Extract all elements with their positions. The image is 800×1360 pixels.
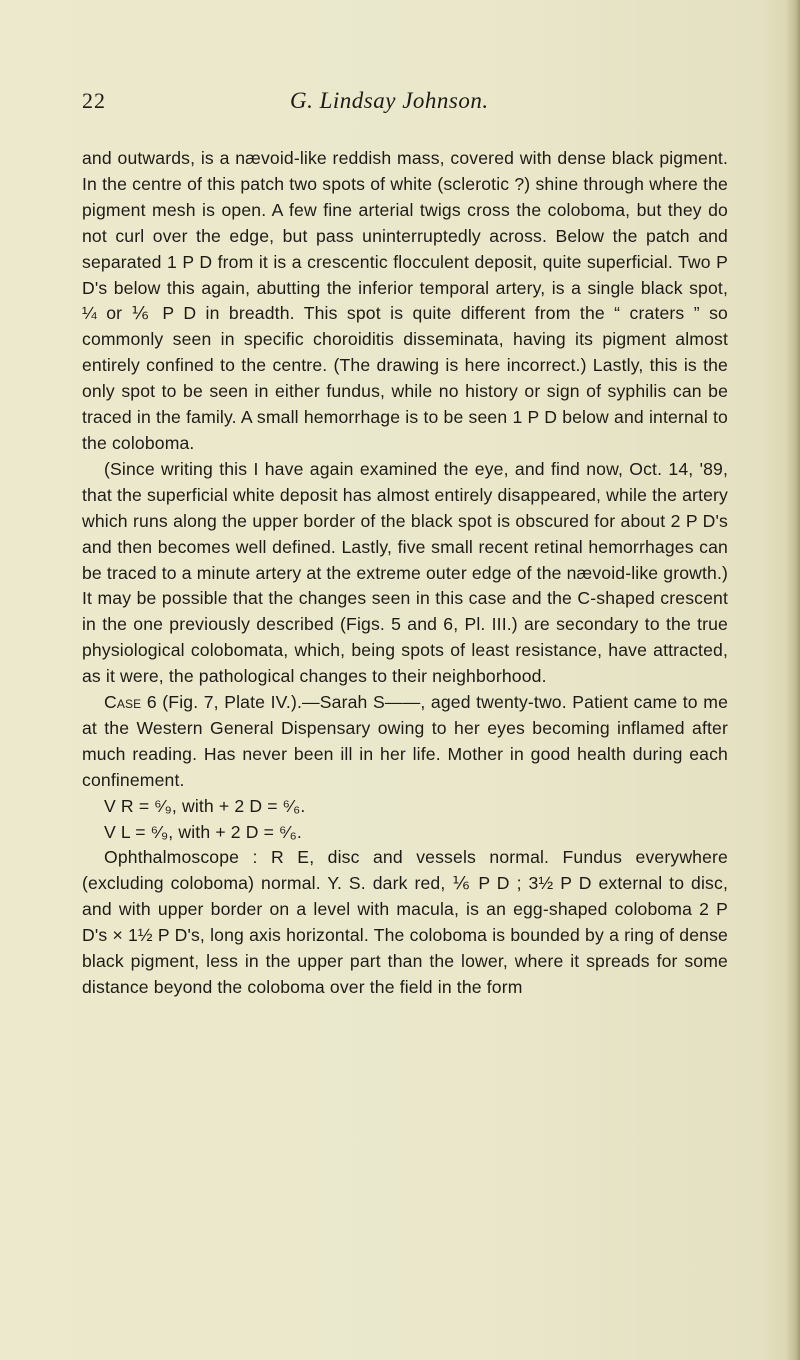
body-text: [82, 146, 728, 1001]
page-header: [82, 88, 722, 122]
vision-right-eye: V R = ⁶⁄₉, with + 2 D = ⁶⁄₆.: [104, 795, 306, 816]
case-6-text: 6 (Fig. 7, Plate IV.).—Sarah S——, aged twenty-two. Patient came to me at the Western General Dispensary owing to her eyes becoming inflamed after much reading. Has never been ill in her life. Mother in good health during each confinement.: [82, 692, 728, 790]
paragraph-1: and outwards, is a nævoid-like reddish mass, covered with dense black pigment. In the centre of this patch two spots of white (sclerotic ?) shine through where the pigment mesh is open. A few fine arterial twigs cross the coloboma, but they do not curl over the edge, but pass uninterruptedly across. Below the patch and separated 1 P D from it is a crescentic flocculent deposit, quite superficial. Two P D's below this again, abutting the inferior temporal artery, is a single black spot, ¼ or ⅙ P D in breadth. This spot is quite different from the “ craters ” so commonly seen in specific choroiditis disseminata, having its pigment almost entirely confined to the centre. (The drawing is here incorrect.) Lastly, this is the only spot to be seen in either fundus, while no history or sign of syphilis can be traced in the family. A small hemorrhage is to be seen 1 P D below and internal to the coloboma.: [82, 148, 728, 453]
page-number: 22: [82, 88, 106, 113]
paragraph-ophthalmoscope: Ophthalmoscope : R E, disc and vessels normal. Fundus everywhere (excluding coloboma) normal. Y. S. dark red, ⅙ P D ; 3½ P D external to disc, and with upper border on a level with macula, is an egg-shaped coloboma 2 P D's × 1½ P D's, long axis horizontal. The coloboma is bounded by a ring of dense black pigment, less in the upper part than the lower, where it spreads for some distance beyond the coloboma over the field in the form: [82, 847, 728, 997]
vision-left-eye: V L = ⁶⁄₉, with + 2 D = ⁶⁄₆.: [104, 821, 302, 842]
paragraph-2: (Since writing this I have again examined the eye, and find now, Oct. 14, '89, that the superficial white deposit has almost entirely disappeared, while the artery which runs along the upper border of the black spot is obscured for about 2 P D's and then becomes well defined. Lastly, five small recent retinal hemorrhages can be traced to a minute artery at the extreme outer edge of the nævoid-like growth.) It may be possible that the changes seen in this case and the C-shaped crescent in the one previously described (Figs. 5 and 6, Pl. III.) are secondary to the true physiological colobomata, which, being spots of least resistance, have attracted, as it were, the pathological changes to their neighborhood.: [82, 458, 729, 687]
running-head: G. Lindsay Johnson.: [290, 88, 489, 113]
case-label: Case: [104, 692, 142, 713]
paragraph-case-6: [82, 690, 728, 794]
page-edge-shadow: [786, 0, 800, 1360]
